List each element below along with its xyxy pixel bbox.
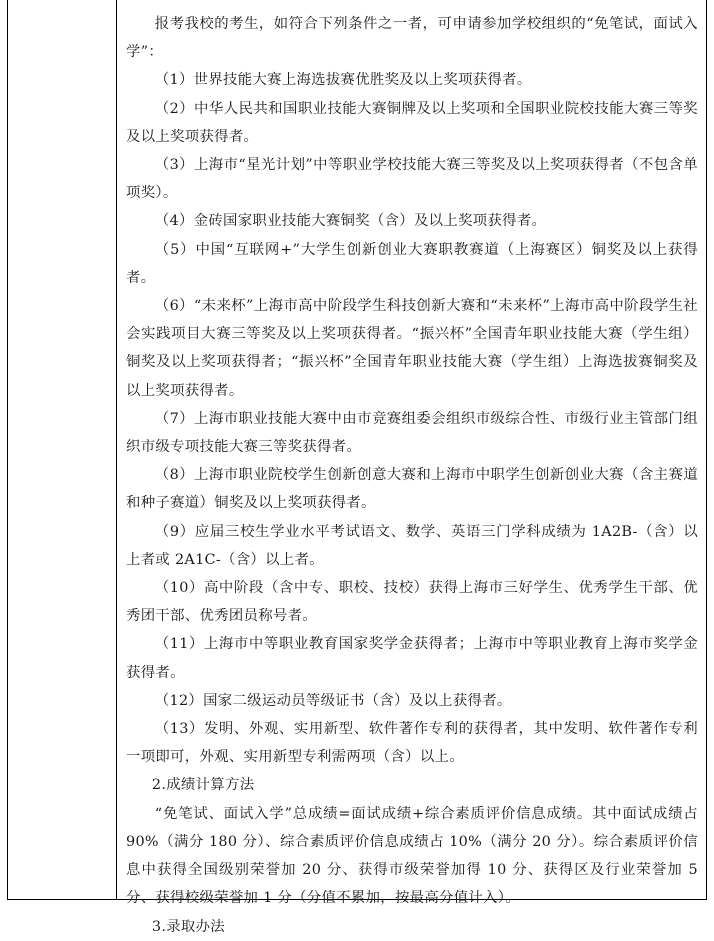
condition-item-3: （3）上海市“星光计划”中等职业学校技能大赛三等奖及以上奖项获得者（不包含单项奖）。 bbox=[126, 157, 698, 202]
section-heading-admission: 3.录取办法 bbox=[151, 918, 225, 935]
condition-item-2: （2）中华人民共和国职业技能大赛铜牌及以上奖项和全国职业院校技能大赛三等奖及以上奖项获得者。 bbox=[126, 100, 698, 145]
condition-item-11: （11）上海市中等职业教育国家奖学金获得者；上海市中等职业教育上海市奖学金获得者。 bbox=[126, 636, 698, 681]
condition-item-10: （10）高中阶段（含中专、职校、技校）获得上海市三好学生、优秀学生干部、优秀团干部、优秀团员称号者。 bbox=[126, 580, 698, 625]
condition-item-13: （13）发明、外观、实用新型、软件著作专利的获得者，其中发明、软件著作专利一项即可，外观、实用新型专利需两项（含）以上。 bbox=[126, 721, 698, 766]
condition-item-7: （7）上海市职业技能大赛中由市竞赛组委会组织市级综合性、市级行业主管部门组织市级专项技能大赛三等奖获得者。 bbox=[126, 410, 698, 456]
document-table bbox=[7, 0, 707, 935]
intro-paragraph: 报考我校的考生，如符合下列条件之一者，可申请参加学校组织的“免笔试，面试入学”： bbox=[126, 16, 698, 61]
condition-item-1: （1）世界技能大赛上海选拔赛优胜奖及以上奖项获得者。 bbox=[154, 72, 532, 89]
condition-item-8: （8）上海市职业院校学生创新创意大赛和上海市中职学生创新创业大赛（含主赛道和种子赛道）铜奖及以上奖项获得者。 bbox=[126, 467, 698, 512]
section-heading-score-method: 2.成绩计算方法 bbox=[151, 777, 255, 794]
table-label-cell bbox=[8, 0, 117, 899]
condition-item-12: （12）国家二级运动员等级证书（含）及以上获得者。 bbox=[154, 692, 512, 709]
condition-item-4: （4）金砖国家职业技能大赛铜奖（含）及以上奖项获得者。 bbox=[154, 213, 547, 230]
condition-item-9: （9）应届三校生学业水平考试语文、数学、英语三门学科成绩为 1A2B-（含）以上者或 2A1C-（含）以上者。 bbox=[126, 523, 698, 568]
score-method-paragraph: “免笔试、面试入学”总成绩=面试成绩+综合素质评价信息成绩。其中面试成绩占 90%（满分 180 分）、综合素质评价信息成绩占 10%（满分 20 分）。综合素质评价信息中获得全国级别荣誉加 20 分、获得市级荣誉加得 10 分、获得区及行业荣誉加 5 分、获得校级荣誉加 1 分（分值不累加，按最高分值计入）。 bbox=[126, 805, 698, 907]
condition-item-5: （5）中国“互联网+”大学生创新创业大赛职教赛道（上海赛区）铜奖及以上获得者。 bbox=[126, 241, 698, 286]
table-content-cell bbox=[118, 0, 706, 935]
condition-item-6: （6）“未来杯”上海市高中阶段学生科技创新大赛和“未来杯”上海市高中阶段学生社会实践项目大赛三等奖及以上奖项获得者。“振兴杯”全国青年职业技能大赛（学生组）铜奖及以上奖项获得者；“振兴杯”全国青年职业技能大赛（学生组）上海选拔赛铜奖及以上奖项获得者。 bbox=[126, 298, 698, 399]
